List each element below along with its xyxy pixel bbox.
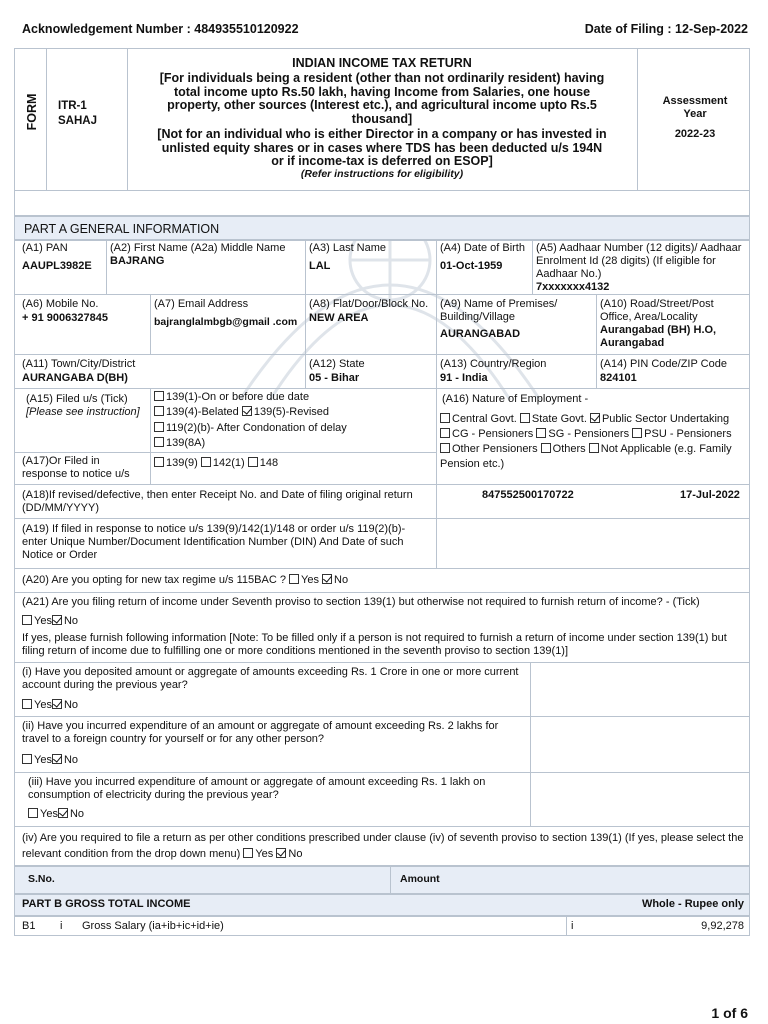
a12-state-label: (A12) State [309,358,365,370]
checkbox[interactable] [243,848,253,858]
a17-notice-label: (A17)Or Filed in response to notice u/s [22,455,130,480]
table-header-row [14,866,750,894]
a21-seventh-proviso-label: (A21) Are you filing return of income under Seventh proviso to section 139(1) but otherwise not required to furnish return of income? - (Tick) [22,596,700,608]
a7-email-label: (A7) Email Address [154,298,249,310]
a21-note: If yes, please furnish following information [Note: To be filled only if a person is not required to furnish a return of income under section 139(1) but filing return of income due to fulfilling one or more conditions mentioned in the seventh proviso to section 139(1)] [22,632,727,657]
question-ii-foreign-travel: (ii) Have you incurred expenditure of an amount or aggregate of amount exceeding Rs. 2 lakhs for travel to a foreign country for yourself or for any other person? [22,720,499,745]
a15-option-139-1[interactable]: 139(1)-On or before due date [154,391,309,404]
checkbox[interactable] [22,615,32,625]
question-iv-other-conditions: (iv) Are you required to file a return as per other conditions prescribed under clause (iv) of seventh proviso to section 139(1) (If yes, please select the relevant condition from the drop down menu) Yes No [22,832,744,860]
checkbox[interactable] [541,443,551,453]
question-i-answer[interactable]: Yes No [22,699,78,712]
a20-new-regime: (A20) Are you opting for new tax regime u/s 115BAC ? Yes No [22,574,349,586]
a15-option-139-8a[interactable]: 139(8A) [154,437,205,450]
form-name: SAHAJ [58,115,97,127]
a6-mobile-label: (A6) Mobile No. [22,298,99,310]
a18-receipt-number: 847552500170722 [482,489,574,501]
a3-lastname-value: LAL [309,260,331,272]
checkbox[interactable] [154,391,164,401]
column-header-amount: Amount [400,873,440,885]
a8-flat-value: NEW AREA [309,312,369,324]
a2-name-label: (A2) First Name (A2a) Middle Name [110,242,286,254]
a11-town-label: (A11) Town/City/District [22,358,136,370]
checkbox[interactable] [520,413,530,423]
checkbox-checked[interactable] [52,699,62,709]
a8-flat-label: (A8) Flat/Door/Block No. [309,298,429,310]
checkbox[interactable] [536,428,546,438]
a15-instruction-note: [Please see instruction] [26,406,140,418]
a2-name-value: BAJRANG [110,255,165,267]
a18-revised-label: (A18)If revised/defective, then enter Receipt No. and Date of filing original return (DD/MM/YYYY) [22,489,413,514]
a15-option-119-2b[interactable]: 119(2)(b)- After Condonation of delay [154,422,347,435]
gross-salary-label: Gross Salary (ia+ib+ic+id+ie) [82,920,224,932]
a4-dob-value: 01-Oct-1959 [440,260,503,272]
question-iii-electricity: (iii) Have you incurred expenditure of amount or aggregate of amount exceeding Rs. 1 lakh on consumption of electricity during the previous year? [28,776,486,801]
assessment-year-label: Assessment Year [662,95,728,120]
checkbox-checked[interactable] [242,406,252,416]
checkbox[interactable] [248,457,258,467]
checkbox-checked[interactable] [52,615,62,625]
checkbox-checked[interactable] [52,754,62,764]
checkbox[interactable] [154,457,164,467]
checkbox-checked[interactable] [58,808,68,818]
checkbox[interactable] [440,443,450,453]
checkbox[interactable] [440,413,450,423]
a13-country-value: 91 - India [440,372,488,384]
a15-option-139-5: 139(5)-Revised [253,406,330,418]
a15-filed-label: (A15) Filed u/s (Tick) [26,393,128,405]
form-code: ITR-1 [58,100,87,112]
assessment-year-value: 2022-23 [674,128,716,140]
a6-mobile-value: + 91 9006327845 [22,312,108,324]
checkbox[interactable] [22,699,32,709]
a19-notice-din-label: (A19) If filed in response to notice u/s 139(9)/142(1)/148 or order u/s 119(2)(b)- enter Unique Number/Document Identification Number (DIN) And Date of such Notice or Order [22,523,406,561]
a11-town-value: AURANGABA D(BH) [22,372,128,384]
checkbox[interactable] [289,574,299,584]
a12-state-value: 05 - Bihar [309,372,360,384]
a10-road-label: (A10) Road/Street/Post Office, Area/Locality [600,298,714,323]
a17-options[interactable]: 139(9) 142(1) 148 [154,457,278,470]
column-header-sno: S.No. [28,873,55,885]
a1-pan-value: AAUPL3982E [22,260,92,272]
date-of-filing: Date of Filing : 12-Sep-2022 [584,22,748,36]
question-iii-answer[interactable]: Yes No [28,808,84,821]
a1-pan-label: (A1) PAN [22,242,68,254]
a13-country-label: (A13) Country/Region [440,358,547,370]
a14-pin-label: (A14) PIN Code/ZIP Code [600,358,727,370]
part-b-unit: Whole - Rupee only [641,898,744,910]
checkbox[interactable] [201,457,211,467]
checkbox-checked[interactable] [276,848,286,858]
a9-premises-value: AURANGABAD [440,328,521,340]
checkbox-checked[interactable] [322,574,332,584]
a16-employment-label: (A16) Nature of Employment - [442,393,589,405]
eligibility-note: (Refer instructions for eligibility) [300,168,464,180]
gross-salary-amount: 9,92,278 [701,920,744,932]
a15-option-139-4[interactable]: 139(4)-Belated 139(5)-Revised [154,406,329,419]
a9-premises-label: (A9) Name of Premises/ Building/Village [440,298,558,323]
checkbox[interactable] [589,443,599,453]
checkbox[interactable] [632,428,642,438]
checkbox[interactable] [154,406,164,416]
a7-email-value: bajranglalmbgb@gmail .com [154,316,298,328]
checkbox-checked[interactable] [590,413,600,423]
question-ii-answer[interactable]: Yes No [22,754,78,767]
form-subtitle-eligibility: [For individuals being a resident (other than not ordinarily resident) having total income upto Rs.50 lakh, having Income from Salaries, one house property, other sources (Interest etc.), and agricultural income upto Rs.5 thousand] [159,71,605,126]
a18-filing-date: 17-Jul-2022 [680,489,740,501]
a10-road-value: Aurangabad (BH) H.O, Aurangabad [600,324,717,349]
b1-ref: i [571,920,574,932]
checkbox[interactable] [154,437,164,447]
a3-lastname-label: (A3) Last Name [309,242,387,254]
b1-sub: i [60,920,63,932]
acknowledgement-number: Acknowledgement Number : 484935510120922 [22,22,299,36]
question-i-current-account: (i) Have you deposited amount or aggregate of amounts exceeding Rs. 1 Crore in one or more current account during the previous year? [22,666,519,691]
a5-aadhaar-value: 7xxxxxxx4132 [536,281,610,293]
checkbox[interactable] [154,422,164,432]
a4-dob-label: (A4) Date of Birth [440,242,525,254]
form-label-vertical: FORM [25,93,39,131]
a21-yes-no[interactable]: Yes No [22,615,78,628]
page-number: 1 of 6 [711,1005,748,1021]
a16-employment-options[interactable]: Central Govt. State Govt. Public Sector UndertakingCG - Pensioners SG - Pensioners PSU - Pensioners Other Pensioners Others Not Applicable (e.g. Family Pension etc.) [440,413,732,470]
b1-sno: B1 [22,920,36,932]
checkbox[interactable] [22,754,32,764]
form-title: INDIAN INCOME TAX RETURN [292,56,472,70]
a5-aadhaar-label: (A5) Aadhaar Number (12 digits)/ Aadhaar Enrolment Id (28 digits) (If eligible for Aadhaar No.) [536,242,742,280]
part-b-heading: PART B GROSS TOTAL INCOME [22,898,191,910]
checkbox[interactable] [28,808,38,818]
checkbox[interactable] [440,428,450,438]
part-a-heading: PART A GENERAL INFORMATION [14,216,750,240]
a14-pin-value: 824101 [600,372,637,384]
form-subtitle-exclusion: [Not for an individual who is either Director in a company or has invested in unlisted equity shares or in cases where TDS has been deducted u/s 194N or if income-tax is deferred on ESOP] [157,127,607,168]
